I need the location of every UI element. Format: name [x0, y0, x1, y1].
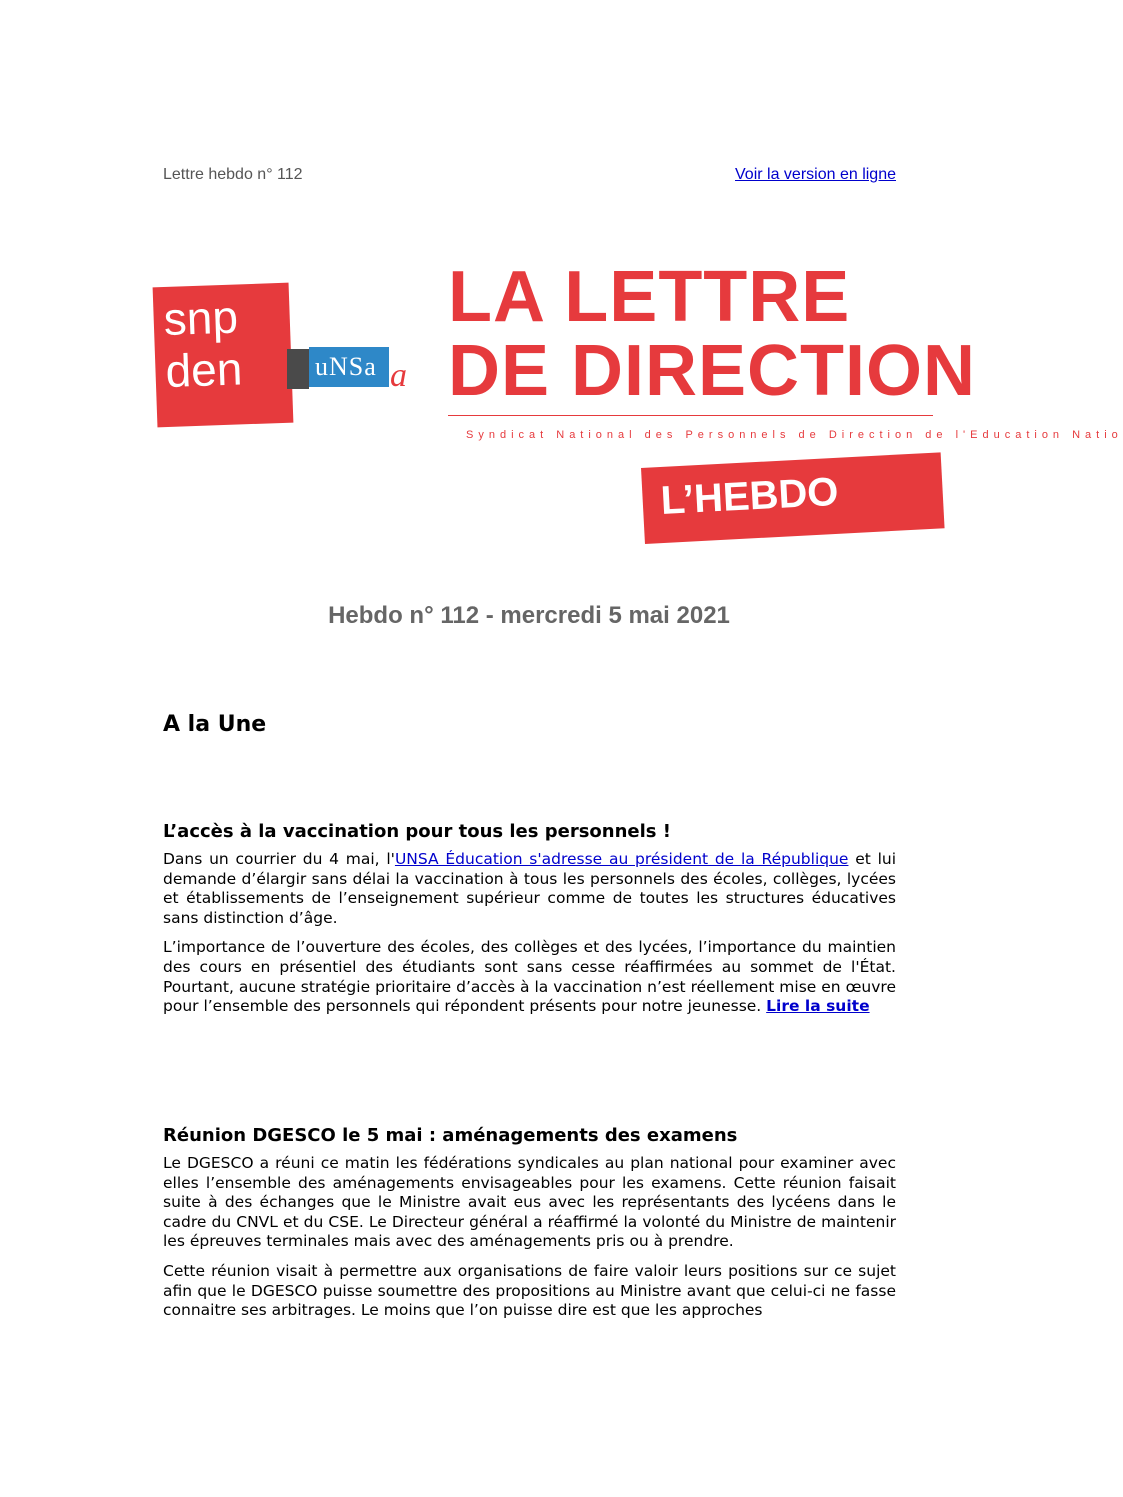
article-title: Réunion DGESCO le 5 mai : aménagements des examens [163, 1125, 738, 1146]
unsa-logo-mark: a [390, 357, 407, 394]
section-heading: A la Une [163, 712, 267, 737]
masthead-divider [448, 415, 933, 416]
article-paragraph [163, 850, 896, 928]
unsa-logo [287, 347, 423, 393]
hebdo-banner [641, 452, 945, 544]
snpden-logo [153, 283, 294, 428]
article-paragraph [163, 938, 896, 1016]
online-version-link[interactable]: Voir la version en ligne [735, 166, 896, 183]
unsa-logo-text: uNSa [309, 347, 389, 387]
issue-heading: Hebdo n° 112 - mercredi 5 mai 2021 [328, 602, 730, 629]
article-vaccination [163, 821, 896, 1027]
hebdo-label: L’HEBDO [659, 469, 840, 524]
article-paragraph: Le DGESCO a réuni ce matin les fédérations syndicales au plan national pour examiner avec elles l’ensemble des aménagements envisageables pour les examens. Cette réunion faisait suite à des échanges que le Ministre avait eus avec les représentants des lycéens dans le cadre du CNVL et du CSE. Le Directeur général a réaffirmé la volonté du Ministre de maintenir les épreuves terminales mais avec des aménagements pris ou à prendre. [163, 1154, 896, 1251]
unsa-letter-link[interactable]: UNSA Éducation s'adresse au président de la République [394, 850, 849, 868]
text-segment: et lui demande d’élargir sans délai la vaccination à tous les personnels des écoles, collèges, lycées et établissements de l’enseignement supérieur comme de toutes les structures éducatives sans distinction d’âge. [163, 850, 897, 927]
read-more-link[interactable]: Lire la suite [766, 997, 870, 1016]
article-dgesco [163, 1125, 896, 1331]
title-line-2: DE DIRECTION [448, 331, 977, 411]
masthead [150, 255, 1123, 550]
text-segment: L’importance de l’ouverture des écoles, des collèges et des lycées, l’importance du maintien des cours en présentiel des étudiants sont sans cesse réaffirmées au sommet de l'État. Pourtant, aucune stratégie prioritaire d’accès à la vaccination n’est réellement mise en œuvre pour l’ensemble des personnels qui répondent présents pour notre jeunesse. [163, 938, 896, 1016]
article-paragraph: Cette réunion visait à permettre aux organisations de faire valoir leurs positions sur ce sujet afin que le DGESCO puisse soumettre des propositions au Ministre avant que celui-ci ne fasse connaitre ses arbitrages. Le moins que l’on puisse dire est que les approches [163, 1261, 896, 1320]
unsa-logo-bar [287, 349, 309, 389]
snpden-logo-text: snp den [162, 290, 244, 397]
article-title: L’accès à la vaccination pour tous les personnels ! [163, 821, 671, 842]
issue-label: Lettre hebdo n° 112 [163, 166, 303, 183]
masthead-subtitle: Syndicat National des Personnels de Direction de l'Education Natio [466, 429, 1123, 441]
top-line [163, 166, 896, 188]
text-segment: Dans un courrier du 4 mai, l' [163, 850, 395, 868]
title-line-1: LA LETTRE [448, 257, 851, 337]
